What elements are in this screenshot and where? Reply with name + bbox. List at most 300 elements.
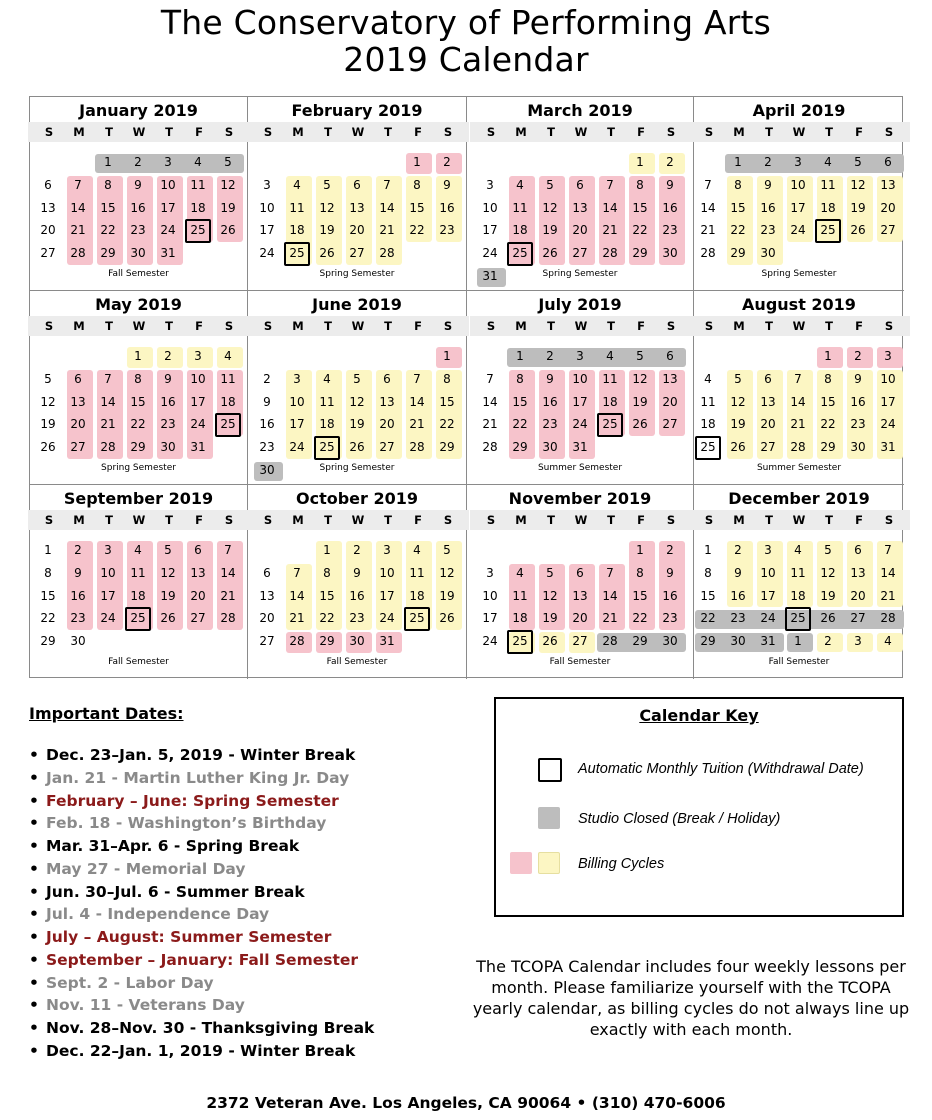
calendar-day: 13 xyxy=(572,588,588,603)
important-date-text: Nov. 11 - Veterans Day xyxy=(46,996,245,1015)
calendar-day: 23 xyxy=(259,440,275,454)
calendar-day: 10 xyxy=(100,565,116,580)
calendar-day: 3 xyxy=(383,543,391,557)
calendar-day: 2 xyxy=(263,371,271,386)
calendar-day: 4 xyxy=(413,543,421,557)
calendar-day: 2 xyxy=(666,155,674,169)
weekday-label: W xyxy=(351,513,365,527)
calendar-day: 18 xyxy=(700,417,716,432)
important-date-text: Jan. 21 - Martin Luther King Jr. Day xyxy=(46,768,350,787)
weekday-label: S xyxy=(263,125,273,139)
calendar-day: 11 xyxy=(820,177,836,192)
important-date-item xyxy=(29,858,374,881)
calendar-day: 1 xyxy=(636,155,644,169)
important-date-item xyxy=(29,881,374,904)
billing-key-label: Billing Cycles xyxy=(578,856,665,872)
tuition-withdrawal-marker xyxy=(597,413,623,437)
calendar-day: 30 xyxy=(259,462,275,477)
calendar-day: 29 xyxy=(40,634,56,648)
important-date-text: February – June: Spring Semester xyxy=(46,791,339,810)
tuition-withdrawal-marker xyxy=(507,630,533,654)
calendar-day: 16 xyxy=(850,394,866,409)
weekday-label: S xyxy=(443,513,453,527)
calendar-day: 1 xyxy=(104,155,112,169)
weekday-label: F xyxy=(855,125,863,139)
month-panel xyxy=(30,485,248,679)
calendar-day: 23 xyxy=(850,417,866,432)
calendar-day: 15 xyxy=(409,200,425,215)
calendar-day: 24 xyxy=(880,417,896,432)
weekday-label: M xyxy=(292,319,304,333)
month-name: May 2019 xyxy=(95,295,182,314)
weekday-label: T xyxy=(825,319,833,333)
calendar-day: 8 xyxy=(636,565,644,580)
calendar-day: 20 xyxy=(70,417,86,432)
weekday-label: T xyxy=(607,125,615,139)
calendar-day: 11 xyxy=(190,177,206,192)
calendar-day: 12 xyxy=(820,565,836,580)
bullet-icon: • xyxy=(29,859,39,878)
weekday-label: W xyxy=(574,125,588,139)
calendar-day: 16 xyxy=(662,200,678,215)
bullet-icon: • xyxy=(29,996,39,1015)
calendar-day: 14 xyxy=(379,200,395,215)
calendar-day: 21 xyxy=(790,417,806,432)
calendar-day: 19 xyxy=(820,588,836,603)
calendar-day: 22 xyxy=(439,417,455,432)
calendar-day: 23 xyxy=(349,611,365,626)
weekday-label: F xyxy=(414,125,422,139)
calendar-day: 22 xyxy=(820,417,836,432)
tuition-withdrawal-marker xyxy=(404,607,430,631)
calendar-note: The TCOPA Calendar includes four weekly lessons per month. Please familiarize yourself with the TCOPA yearly calendar, as billing cycles do not always line up exactly with each month. xyxy=(472,957,910,1039)
calendar-day: 26 xyxy=(542,246,558,260)
calendar-day: 19 xyxy=(349,417,365,432)
calendar-day: 20 xyxy=(662,394,678,409)
calendar-day: 8 xyxy=(323,565,331,580)
billing-key-yellow-swatch xyxy=(538,852,560,874)
calendar-key-title: Calendar Key xyxy=(639,706,759,725)
calendar-day: 7 xyxy=(704,177,712,192)
calendar-day: 9 xyxy=(74,565,82,580)
tuition-withdrawal-marker xyxy=(314,436,340,460)
calendar-day: 3 xyxy=(486,177,494,192)
calendar-day: 16 xyxy=(662,588,678,603)
calendar-day: 20 xyxy=(40,223,56,238)
calendar-day: 22 xyxy=(632,223,648,238)
weekday-label: S xyxy=(884,319,894,333)
weekday-label: T xyxy=(607,319,615,333)
calendar-day: 20 xyxy=(259,611,275,626)
calendar-day: 7 xyxy=(794,371,802,386)
calendar-day: 10 xyxy=(482,200,498,215)
calendar-day: 5 xyxy=(224,155,232,169)
calendar-day: 25 xyxy=(289,246,305,260)
semester-label: Spring Semester xyxy=(101,463,176,473)
calendar-day: 17 xyxy=(160,200,176,215)
calendar-day: 20 xyxy=(760,417,776,432)
semester-label: Spring Semester xyxy=(542,269,618,279)
semester-label: Spring Semester xyxy=(761,269,837,279)
calendar-day: 3 xyxy=(764,543,772,557)
weekday-label: T xyxy=(384,319,392,333)
calendar-day: 3 xyxy=(164,155,172,169)
calendar-day: 8 xyxy=(443,371,451,386)
calendar-day: 23 xyxy=(160,417,176,432)
important-dates-heading: Important Dates: xyxy=(29,704,184,723)
calendar-day: 27 xyxy=(40,246,56,260)
calendar-day: 1 xyxy=(413,155,421,169)
calendar-day: 12 xyxy=(439,565,455,580)
calendar-day: 14 xyxy=(289,588,305,603)
weekday-label: T xyxy=(765,319,773,333)
calendar-day: 22 xyxy=(130,417,146,432)
calendar-day: 4 xyxy=(134,543,142,557)
calendar-day: 3 xyxy=(794,155,802,169)
calendar-day: 20 xyxy=(572,611,588,626)
calendar-day: 21 xyxy=(700,223,716,238)
calendar-day: 7 xyxy=(224,543,232,557)
weekday-label: M xyxy=(292,125,304,139)
calendar-day: 7 xyxy=(293,565,301,580)
calendar-day: 2 xyxy=(353,543,361,557)
calendar-day: 9 xyxy=(734,565,742,580)
weekday-label: S xyxy=(486,513,496,527)
important-date-text: Nov. 28–Nov. 30 - Thanksgiving Break xyxy=(46,1019,375,1037)
calendar-day: 30 xyxy=(662,246,678,260)
important-date-item xyxy=(29,949,374,972)
weekday-label: T xyxy=(547,513,555,527)
calendar-day: 6 xyxy=(353,177,361,192)
calendar-day: 4 xyxy=(824,155,832,169)
important-date-item xyxy=(29,1017,374,1040)
month-name: July 2019 xyxy=(538,295,622,314)
calendar-day: 29 xyxy=(130,440,146,454)
calendar-day: 8 xyxy=(734,177,742,192)
weekday-label: F xyxy=(855,513,863,527)
calendar-day: 2 xyxy=(666,543,674,557)
month-name: August 2019 xyxy=(742,295,856,314)
calendar-day: 12 xyxy=(850,177,866,192)
calendar-day: 8 xyxy=(824,371,832,386)
calendar-day: 20 xyxy=(572,223,588,238)
calendar-day: 13 xyxy=(190,565,206,580)
important-date-item xyxy=(29,744,374,767)
month-panel xyxy=(30,291,248,485)
bullet-icon: • xyxy=(29,905,39,924)
calendar-day: 25 xyxy=(512,246,528,260)
calendar-day: 11 xyxy=(220,371,236,386)
calendar-day: 27 xyxy=(379,440,395,454)
calendar-day: 30 xyxy=(160,440,176,454)
calendar-day: 26 xyxy=(319,246,335,260)
calendar-day: 9 xyxy=(164,371,172,386)
calendar-day: 13 xyxy=(70,394,86,409)
important-date-text: Jun. 30–Jul. 6 - Summer Break xyxy=(46,882,305,901)
calendar-day: 25 xyxy=(512,634,528,648)
semester-label: Fall Semester xyxy=(108,269,169,279)
calendar-day: 31 xyxy=(379,634,395,648)
calendar-day: 21 xyxy=(70,223,86,238)
calendar-day: 28 xyxy=(289,634,305,648)
calendar-day: 20 xyxy=(190,588,206,603)
calendar-day: 16 xyxy=(760,200,776,215)
calendar-day: 2 xyxy=(74,543,82,557)
calendar-day: 24 xyxy=(160,223,176,238)
calendar-day: 30 xyxy=(850,440,866,454)
calendar-day: 18 xyxy=(512,223,528,238)
important-date-text: Feb. 18 - Washington’s Birthday xyxy=(46,814,327,833)
billing-key-pink-swatch xyxy=(510,852,532,874)
calendar-day: 2 xyxy=(546,349,554,363)
calendar-day: 4 xyxy=(516,565,524,580)
next-month-day: 3 xyxy=(854,634,862,648)
weekday-label: S xyxy=(263,513,273,527)
weekday-label: T xyxy=(384,513,392,527)
calendar-day: 4 xyxy=(323,371,331,386)
calendar-day: 10 xyxy=(760,565,776,580)
month-name: October 2019 xyxy=(295,489,419,508)
month-panel xyxy=(694,97,904,291)
calendar-day: 29 xyxy=(319,634,335,648)
calendar-day: 9 xyxy=(764,177,772,192)
calendar-day: 23 xyxy=(439,223,455,238)
calendar-day: 24 xyxy=(760,611,776,626)
important-date-item xyxy=(29,767,374,790)
calendar-day: 4 xyxy=(794,543,802,557)
calendar-day: 3 xyxy=(263,177,271,192)
calendar-day: 19 xyxy=(220,200,236,215)
calendar-day: 25 xyxy=(790,611,806,626)
calendar-day: 30 xyxy=(70,634,86,648)
weekday-label: M xyxy=(515,125,527,139)
important-date-item xyxy=(29,994,374,1017)
calendar-day: 28 xyxy=(100,440,116,454)
weekday-label: T xyxy=(607,513,615,527)
calendar-day: 26 xyxy=(220,223,236,238)
calendar-day: 25 xyxy=(190,223,206,238)
calendar-grid xyxy=(29,96,903,678)
closed-key-swatch xyxy=(538,807,560,829)
calendar-day: 27 xyxy=(880,223,896,238)
weekday-label: S xyxy=(263,319,273,333)
calendar-day: 13 xyxy=(572,200,588,215)
weekday-label: W xyxy=(132,125,146,139)
calendar-day: 2 xyxy=(443,155,451,169)
weekday-label: F xyxy=(637,125,645,139)
month-name: December 2019 xyxy=(728,489,870,508)
calendar-day: 28 xyxy=(409,440,425,454)
weekday-label: S xyxy=(486,125,496,139)
calendar-day: 4 xyxy=(704,371,712,386)
important-date-text: Sept. 2 - Labor Day xyxy=(46,973,214,992)
calendar-day: 23 xyxy=(662,611,678,626)
calendar-day: 24 xyxy=(379,611,395,626)
calendar-day: 6 xyxy=(383,371,391,386)
calendar-day: 10 xyxy=(880,371,896,386)
calendar-day: 31 xyxy=(160,246,176,260)
calendar-day: 26 xyxy=(160,611,176,626)
calendar-day: 15 xyxy=(130,394,146,409)
calendar-day: 14 xyxy=(100,394,116,409)
calendar-day: 19 xyxy=(730,417,746,432)
calendar-day: 11 xyxy=(512,588,528,603)
calendar-day: 18 xyxy=(130,588,146,603)
calendar-day: 17 xyxy=(379,588,395,603)
calendar-day: 8 xyxy=(44,565,52,580)
tuition-key-label: Automatic Monthly Tuition (Withdrawal Date) xyxy=(578,761,864,777)
weekday-label: S xyxy=(704,513,714,527)
calendar-day: 19 xyxy=(439,588,455,603)
calendar-day: 15 xyxy=(439,394,455,409)
calendar-day: 1 xyxy=(516,349,524,363)
calendar-day: 6 xyxy=(576,565,584,580)
calendar-day: 24 xyxy=(100,611,116,626)
weekday-label: F xyxy=(855,319,863,333)
calendar-day: 29 xyxy=(730,246,746,260)
calendar-day: 24 xyxy=(190,417,206,432)
calendar-day: 27 xyxy=(850,611,866,626)
calendar-day: 19 xyxy=(160,588,176,603)
calendar-day: 17 xyxy=(100,588,116,603)
calendar-day: 6 xyxy=(884,155,892,169)
calendar-day: 8 xyxy=(104,177,112,192)
calendar-day: 30 xyxy=(760,246,776,260)
calendar-day: 15 xyxy=(700,588,716,603)
calendar-day: 16 xyxy=(160,394,176,409)
calendar-day: 21 xyxy=(880,588,896,603)
calendar-day: 15 xyxy=(632,588,648,603)
calendar-day: 1 xyxy=(704,543,712,557)
calendar-day: 24 xyxy=(482,634,498,648)
important-date-item xyxy=(29,903,374,926)
calendar-day: 15 xyxy=(40,588,56,603)
important-date-item xyxy=(29,1040,374,1063)
page-title xyxy=(0,4,932,78)
calendar-day: 12 xyxy=(542,588,558,603)
calendar-day: 9 xyxy=(134,177,142,192)
calendar-day: 4 xyxy=(224,349,232,363)
weekday-label: S xyxy=(224,125,234,139)
calendar-day: 29 xyxy=(632,246,648,260)
calendar-day: 24 xyxy=(482,246,498,260)
calendar-day: 2 xyxy=(134,155,142,169)
calendar-day: 1 xyxy=(134,349,142,363)
calendar-day: 14 xyxy=(700,200,716,215)
calendar-day: 30 xyxy=(662,634,678,648)
weekday-label: F xyxy=(414,319,422,333)
weekday-label: T xyxy=(165,319,173,333)
calendar-day: 14 xyxy=(70,200,86,215)
calendar-day: 31 xyxy=(760,634,776,648)
calendar-day: 2 xyxy=(854,349,862,363)
important-date-item xyxy=(29,926,374,949)
calendar-day: 11 xyxy=(790,565,806,580)
bullet-icon: • xyxy=(29,768,39,787)
calendar-day: 12 xyxy=(730,394,746,409)
calendar-day: 27 xyxy=(190,611,206,626)
semester-label: Fall Semester xyxy=(326,657,388,667)
calendar-day: 29 xyxy=(512,440,528,454)
calendar-day: 28 xyxy=(602,634,618,648)
calendar-day: 16 xyxy=(130,200,146,215)
semester-label: Summer Semester xyxy=(756,463,842,473)
calendar-day: 17 xyxy=(482,611,498,626)
calendar-day: 7 xyxy=(74,177,82,192)
weekday-label: T xyxy=(105,125,113,139)
calendar-day: 20 xyxy=(850,588,866,603)
important-date-text: Dec. 22–Jan. 1, 2019 - Winter Break xyxy=(46,1041,356,1060)
calendar-day: 29 xyxy=(100,246,116,260)
month-panel xyxy=(467,97,694,291)
calendar-day: 5 xyxy=(734,371,742,386)
weekday-label: W xyxy=(574,319,588,333)
important-date-item xyxy=(29,812,374,835)
calendar-day: 17 xyxy=(482,223,498,238)
calendar-day: 15 xyxy=(100,200,116,215)
month-panel xyxy=(467,291,694,485)
calendar-day: 11 xyxy=(319,394,335,409)
calendar-day: 2 xyxy=(734,543,742,557)
calendar-day: 11 xyxy=(700,394,716,409)
calendar-day: 28 xyxy=(880,611,896,626)
calendar-day: 1 xyxy=(44,543,52,557)
month-panel xyxy=(694,291,904,485)
weekday-label: W xyxy=(132,513,146,527)
calendar-day: 26 xyxy=(820,611,836,626)
calendar-day: 16 xyxy=(542,394,558,409)
calendar-day: 19 xyxy=(850,200,866,215)
weekday-label: T xyxy=(324,125,332,139)
calendar-day: 19 xyxy=(632,394,648,409)
month-panel xyxy=(248,291,467,485)
weekday-label: M xyxy=(73,513,85,527)
calendar-day: 18 xyxy=(289,223,305,238)
bullet-icon: • xyxy=(29,1019,39,1037)
calendar-day: 17 xyxy=(259,223,275,238)
calendar-day: 17 xyxy=(572,394,588,409)
calendar-day: 22 xyxy=(100,223,116,238)
calendar-key xyxy=(494,697,904,917)
semester-label: Summer Semester xyxy=(537,463,623,473)
bullet-icon: • xyxy=(29,950,39,969)
calendar-day: 27 xyxy=(662,417,678,432)
weekday-label: S xyxy=(44,319,54,333)
calendar-day: 12 xyxy=(220,177,236,192)
calendar-day: 20 xyxy=(379,417,395,432)
weekday-label: W xyxy=(351,125,365,139)
calendar-day: 13 xyxy=(349,200,365,215)
weekday-label: W xyxy=(792,125,806,139)
calendar-day: 7 xyxy=(383,177,391,192)
calendar-day: 7 xyxy=(606,177,614,192)
calendar-day: 6 xyxy=(576,177,584,192)
calendar-day: 10 xyxy=(790,177,806,192)
calendar-day: 13 xyxy=(662,371,678,386)
calendar-day: 7 xyxy=(486,371,494,386)
calendar-day: 16 xyxy=(349,588,365,603)
calendar-day: 2 xyxy=(764,155,772,169)
calendar-day: 8 xyxy=(134,371,142,386)
calendar-day: 9 xyxy=(353,565,361,580)
calendar-day: 29 xyxy=(820,440,836,454)
calendar-day: 22 xyxy=(632,611,648,626)
calendar-day: 15 xyxy=(512,394,528,409)
calendar-day: 30 xyxy=(130,246,146,260)
tuition-withdrawal-marker xyxy=(215,413,241,437)
weekday-label: S xyxy=(704,125,714,139)
weekday-label: F xyxy=(637,513,645,527)
